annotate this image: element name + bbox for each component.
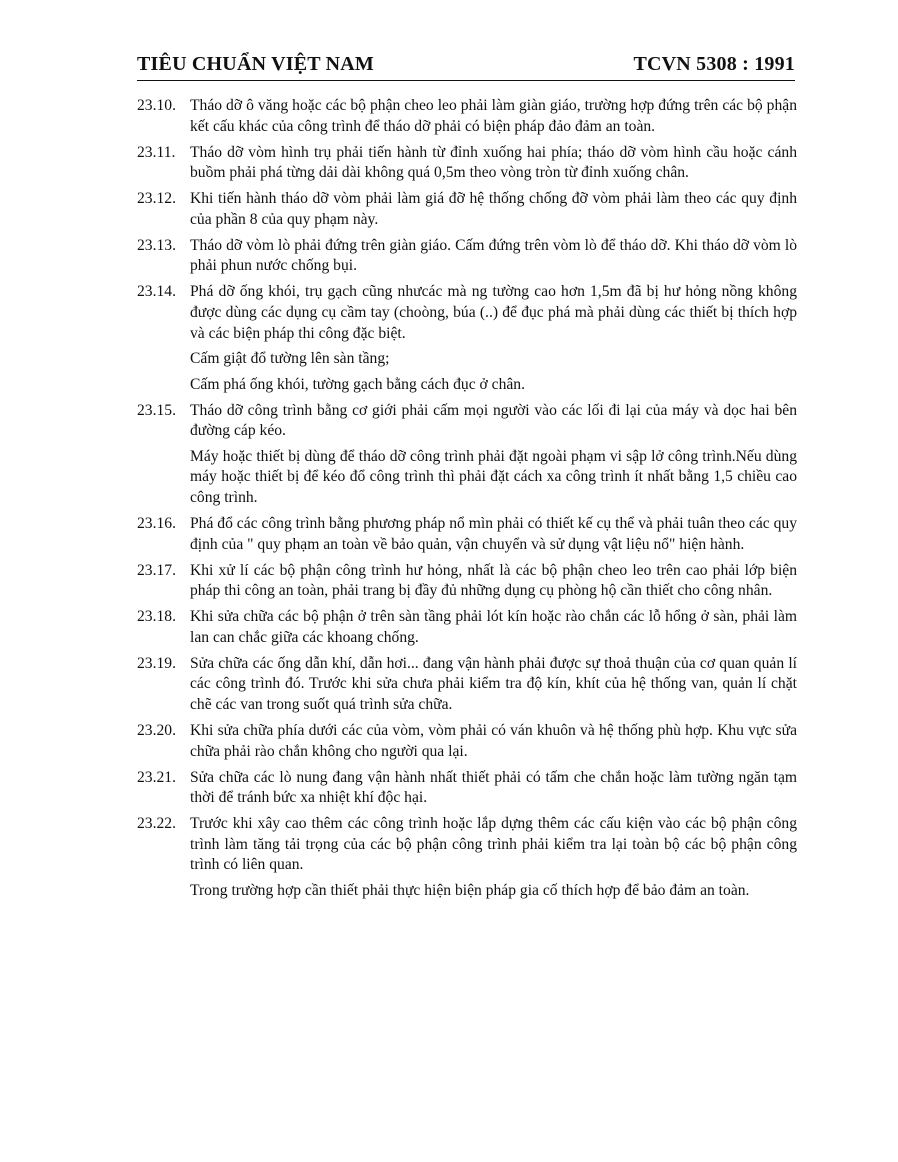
clause-paragraph: Tháo dỡ công trình bằng cơ giới phải cấm mọi người vào các lối đi lại của máy và dọc hai bên đường cáp kéo. [190,401,797,440]
clause-paragraph: Tháo dỡ vòm hình trụ phải tiến hành từ đỉnh xuống hai phía; tháo dỡ vòm hình cầu hoặc cánh buồm phải phá từng dải dài không quá 0,5m theo vòng tròn từ đỉnh xuống chân. [190,143,797,182]
clause-paragraph: Trước khi xây cao thêm các công trình hoặc lắp dựng thêm các cấu kiện vào các bộ phận công trình làm tăng tải trọng của các bộ phận công trình phải kiểm tra lại toàn bộ các bộ phận công trình có liên quan. [190,815,797,874]
clause-number: 23.17. [137,561,176,579]
clause-23-19 [137,654,797,716]
clause-23-14 [137,282,797,395]
clause-number: 23.16. [137,515,176,533]
clause-number: 23.22. [137,815,176,833]
clause-23-17 [137,561,797,602]
clause-number: 23.11. [137,143,176,161]
clause-23-18 [137,607,797,648]
page-header [137,46,795,76]
clause-number: 23.12. [137,190,176,208]
clause-23-20 [137,721,797,762]
clause-number: 23.21. [137,768,176,786]
clause-23-22 [137,814,797,901]
clause-paragraph: Khi sửa chữa phía dưới các của vòm, vòm phải có ván khuôn và hệ thống phù hợp. Khu vực sửa chữa phải rào chắn không cho người qua lại. [190,721,797,760]
clause-number: 23.15. [137,401,176,419]
header-rule [137,80,795,81]
clause-paragraph: Phá dỡ ống khói, trụ gạch cũng nhưcác mà ng tường cao hơn 1,5m đã bị hư hỏng nồng không được dùng các dụng cụ cầm tay (choòng, búa (..) để đục phá mà phải dùng các thiết bị thích hợp và các biện pháp thi công đặc biệt. [190,283,797,342]
clause-23-16 [137,514,797,555]
header-standard-name: TIÊU CHUẨN VIỆT NAM [137,53,374,75]
clause-paragraph: Sửa chữa các lò nung đang vận hành nhất thiết phải có tấm che chắn hoặc làm tường ngăn tạm thời để tránh bức xa nhiệt khí độc hại. [190,768,797,807]
clause-paragraph: Phá đổ các công trình bằng phương pháp nổ mìn phải có thiết kế cụ thể và phải tuân theo các quy định của " quy phạm an toàn về bảo quản, vận chuyển và sử dụng vật liệu nổ" hiện hành. [190,515,797,553]
clause-paragraph: Tháo dỡ ô văng hoặc các bộ phận cheo leo phải làm giàn giáo, trường hợp đứng trên các bộ phận kết cấu khác của công trình để tháo dỡ phải có biện pháp đảo đảm an toàn. [190,97,797,135]
document-body [137,96,797,907]
clause-23-12 [137,189,797,230]
clause-paragraph: Cấm phá ống khói, tường gạch bằng cách đục ở chân. [190,375,525,393]
clause-23-15 [137,401,797,509]
clause-number: 23.14. [137,283,176,301]
clause-23-11 [137,143,797,184]
clause-paragraph: Sửa chữa các ống dẫn khí, dẫn hơi... đang vận hành phải được sự thoả thuận của cơ quan quản lí các công trình đó. Trước khi sửa chưa phải kiểm tra độ kín, khít của hệ thống van, quản lí chặt chẽ các van trong suốt quá trình sửa chữa. [190,654,797,713]
clause-23-10 [137,96,797,137]
clause-number: 23.10. [137,97,176,114]
clause-number: 23.13. [137,236,176,254]
clause-paragraph: Khi sửa chữa các bộ phận ở trên sàn tầng phải lót kín hoặc rào chắn các lỗ hổng ở sàn, phải làm lan can chắc giữa các khoang chống. [190,608,797,646]
header-standard-code: TCVN 5308 : 1991 [633,53,795,75]
clause-number: 23.18. [137,608,176,626]
clause-paragraph: Khi xử lí các bộ phận công trình hư hỏng, nhất là các bộ phận cheo leo trên cao phải lớp biện pháp thi công an toàn, phải trang bị đầy đủ những dụng cụ phòng hộ cần thiết cho công nhân. [190,561,797,600]
clause-paragraph: Khi tiến hành tháo dỡ vòm phải làm giá đỡ hệ thống chống đỡ vòm phải làm theo các quy định của phần 8 của quy phạm này. [190,190,797,228]
clause-number: 23.19. [137,654,176,672]
clause-23-13 [137,236,797,277]
clause-number: 23.20. [137,721,176,739]
clause-23-21 [137,768,797,809]
clause-paragraph: Trong trường hợp cần thiết phải thực hiện biện pháp gia cố thích hợp để bảo đảm an toàn. [190,881,750,899]
clause-paragraph: Máy hoặc thiết bị dùng để tháo dỡ công trình phải đặt ngoài phạm vi sập lở công trình.Nếu dùng máy hoặc thiết bị để kéo đổ công trình thì phải đặt cách xa công trình ít nhất bằng 1,5 chiều cao công trình. [190,447,797,507]
clause-paragraph: Cấm giật đổ tường lên sàn tầng; [190,350,390,368]
clause-paragraph: Tháo dỡ vòm lò phải đứng trên giàn giáo. Cấm đứng trên vòm lò để tháo dỡ. Khi tháo dỡ vòm lò phải phun nước chống bụi. [190,236,797,275]
